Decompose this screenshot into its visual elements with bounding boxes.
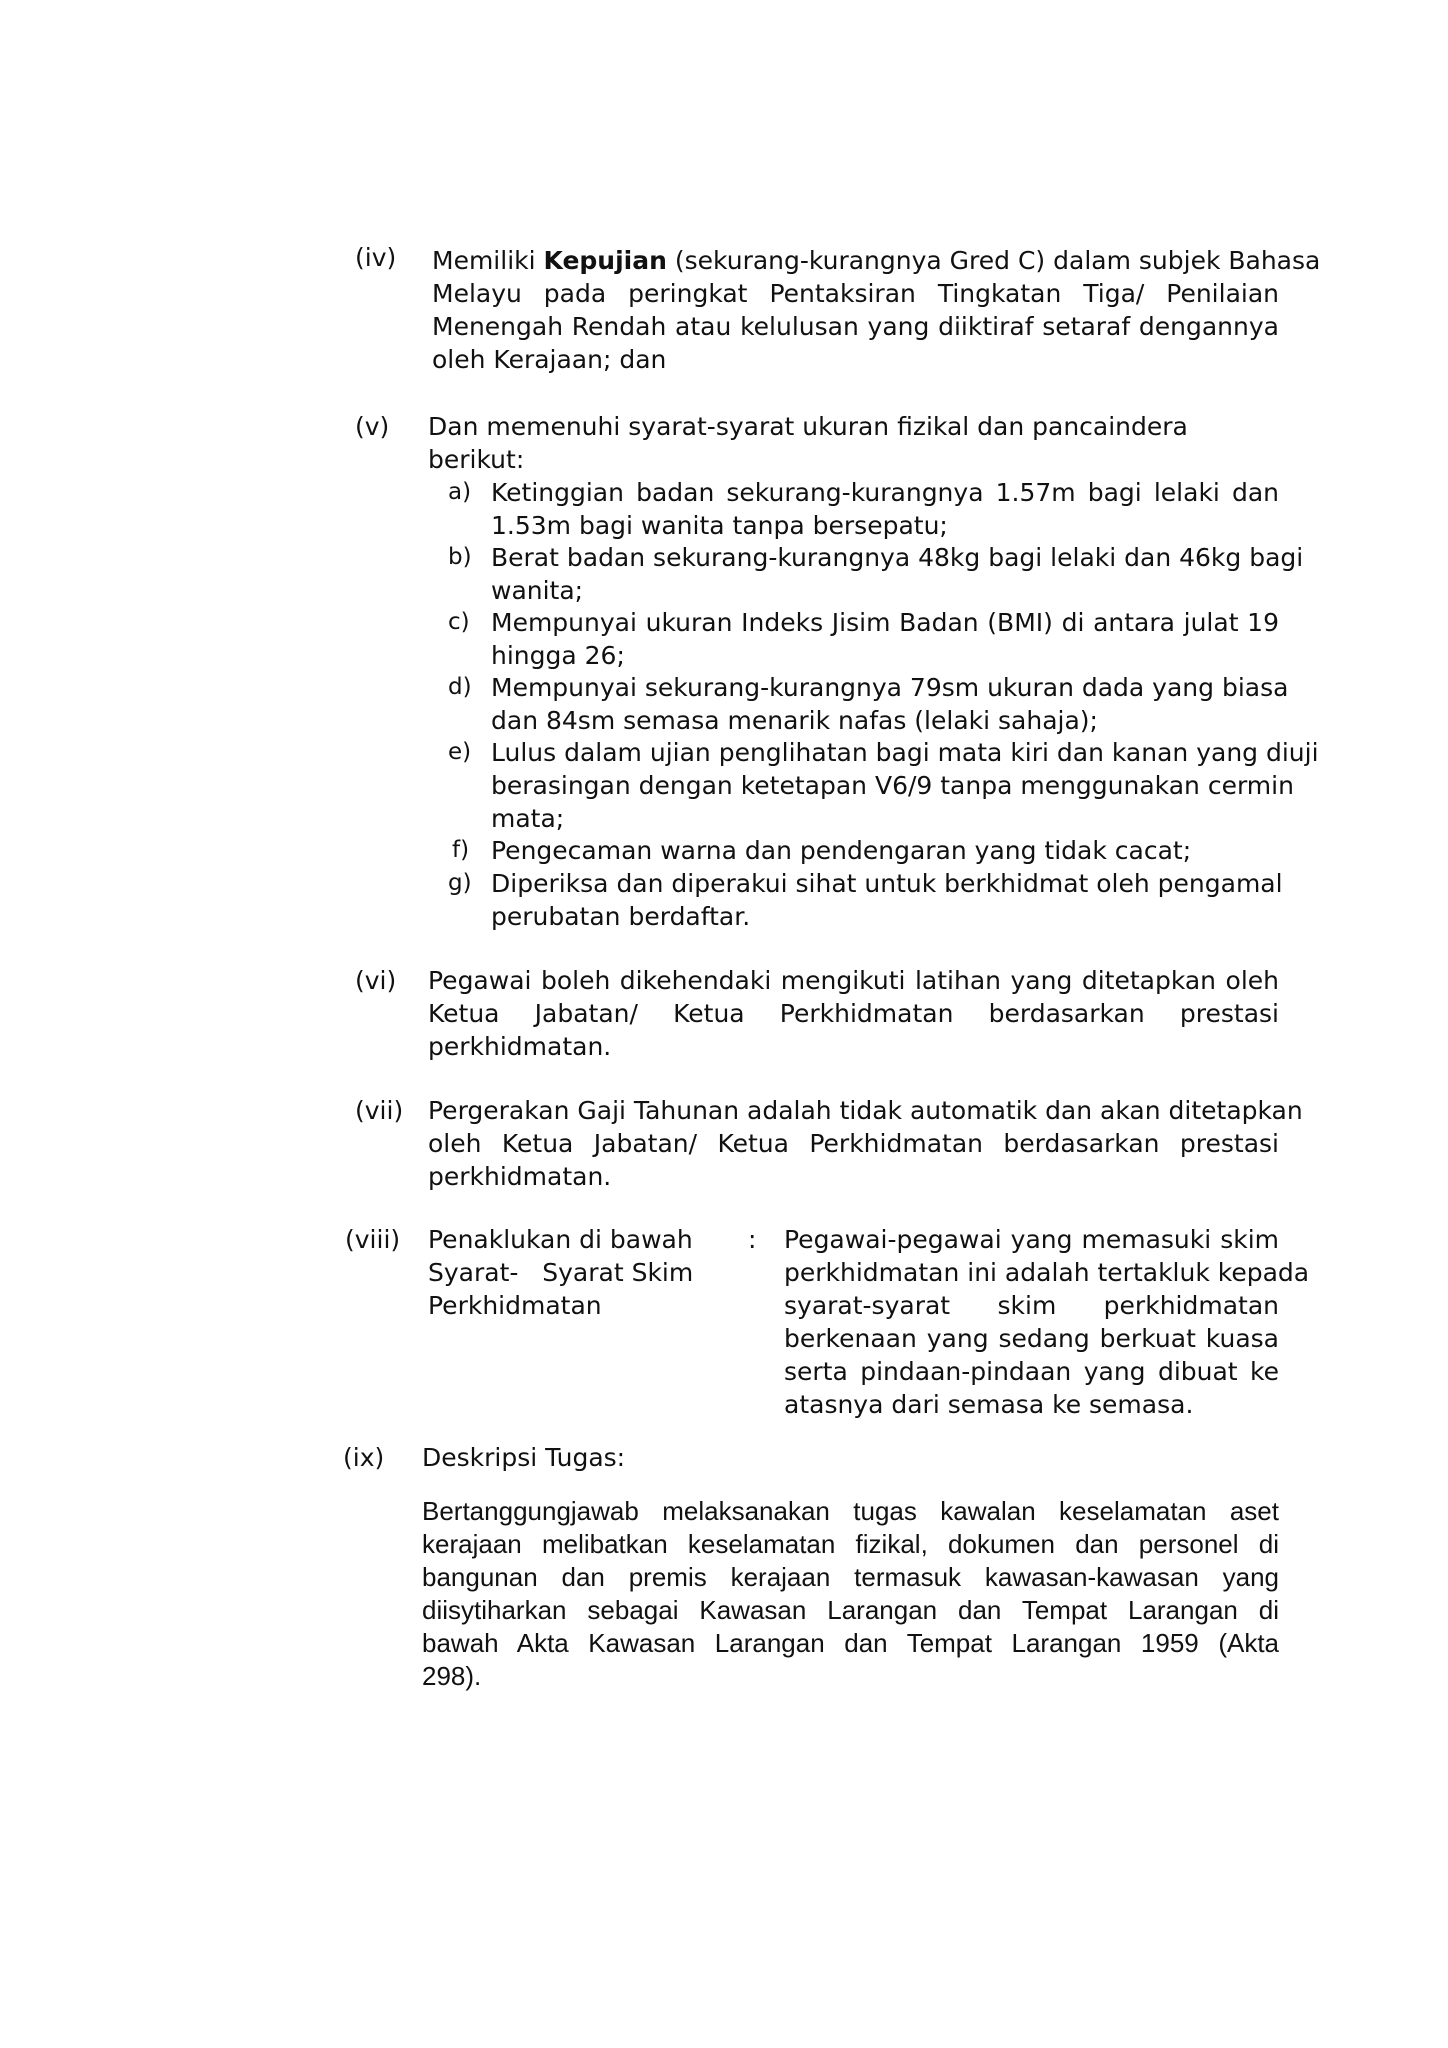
item-ix-description: Bertanggungjawab melaksanakan tugas kawalan keselamatan aset kerajaan melibatkan keselamatan fizikal, dokumen dan personel di bangunan dan premis kerajaan termasuk kawasan-kawasan yang diisytiharkan sebagai Kawasan Larangan dan Tempat Larangan di bawah Akta Kawasan Larangan dan Tempat Larangan 1959 (Akta 298). bbox=[422, 1496, 1279, 1691]
subitem-letter-e: e) bbox=[448, 739, 472, 765]
subitem-b-text: Berat badan sekurang-kurangnya 48kg bagi lelaki dan 46kg bagi wanita; bbox=[491, 543, 1304, 605]
subitem-g-text: Diperiksa dan diperakui sihat untuk berkhidmat oleh pengamal perubatan berdaftar. bbox=[491, 869, 1283, 931]
item-number-viii: (viii) bbox=[345, 1225, 401, 1254]
subitem-letter-a: a) bbox=[448, 479, 472, 505]
subitem-letter-b: b) bbox=[448, 544, 472, 570]
item-viii-label: Penaklukan di bawah Syarat- Syarat Skim Perkhidmatan bbox=[428, 1225, 694, 1320]
item-iv-line-2: Melayu pada peringkat Pentaksiran Tingkatan Tiga/ Penilaian bbox=[432, 279, 1279, 308]
item-iv-line-4: oleh Kerajaan; dan bbox=[432, 345, 667, 374]
subitem-d-text: Mempunyai sekurang-kurangnya 79sm ukuran dada yang biasa dan 84sm semasa menarik nafas (lelaki sahaja); bbox=[491, 673, 1289, 735]
item-viii-colon: : bbox=[748, 1225, 757, 1254]
item-number-iv: (iv) bbox=[355, 243, 397, 272]
item-number-ix: (ix) bbox=[343, 1443, 385, 1472]
item-ix-heading: Deskripsi Tugas: bbox=[422, 1443, 626, 1472]
subitem-e-text: Lulus dalam ujian penglihatan bagi mata kiri dan kanan yang diuji berasingan dengan ketetapan V6/9 tanpa menggunakan cermin mata; bbox=[491, 738, 1319, 833]
item-viii-value: Pegawai-pegawai yang memasuki skim perkhidmatan ini adalah tertakluk kepada syarat-syarat skim perkhidmatan berkenaan yang sedang berkuat kuasa serta pindaan-pindaan yang dibuat ke atasnya dari semasa ke semasa. bbox=[784, 1225, 1310, 1419]
item-iv-line-1: Memiliki Kepujian (sekurang-kurangnya Gred C) dalam subjek Bahasa bbox=[432, 246, 1321, 275]
subitem-f-text: Pengecaman warna dan pendengaran yang tidak cacat; bbox=[491, 836, 1192, 865]
subitem-c-text: Mempunyai ukuran Indeks Jisim Badan (BMI) di antara julat 19 hingga 26; bbox=[491, 608, 1279, 670]
item-iv-line-3: Menengah Rendah atau kelulusan yang diiktiraf setaraf dengannya bbox=[432, 312, 1279, 341]
subitem-letter-g: g) bbox=[448, 870, 472, 896]
subitem-letter-c: c) bbox=[448, 609, 470, 635]
item-iv-paragraph bbox=[432, 244, 1321, 376]
kepujian-bold: Kepujian bbox=[543, 246, 667, 275]
item-vi-paragraph: Pegawai boleh dikehendaki mengikuti latihan yang ditetapkan oleh Ketua Jabatan/ Ketua Perkhidmatan berdasarkan prestasi perkhidmatan. bbox=[428, 966, 1279, 1061]
item-number-vii: (vii) bbox=[355, 1096, 404, 1125]
subitem-letter-f: f) bbox=[452, 837, 470, 863]
subitem-a-text: Ketinggian badan sekurang-kurangnya 1.57m bagi lelaki dan 1.53m bagi wanita tanpa bersepatu; bbox=[491, 478, 1279, 540]
item-number-vi: (vi) bbox=[355, 966, 397, 995]
item-number-v: (v) bbox=[355, 412, 390, 441]
subitem-letter-d: d) bbox=[448, 674, 472, 700]
item-v-intro: Dan memenuhi syarat-syarat ukuran fizikal dan pancaindera berikut: bbox=[428, 412, 1188, 474]
item-vii-paragraph: Pergerakan Gaji Tahunan adalah tidak automatik dan akan ditetapkan oleh Ketua Jabatan/ Ketua Perkhidmatan berdasarkan prestasi perkhidmatan. bbox=[428, 1096, 1303, 1191]
